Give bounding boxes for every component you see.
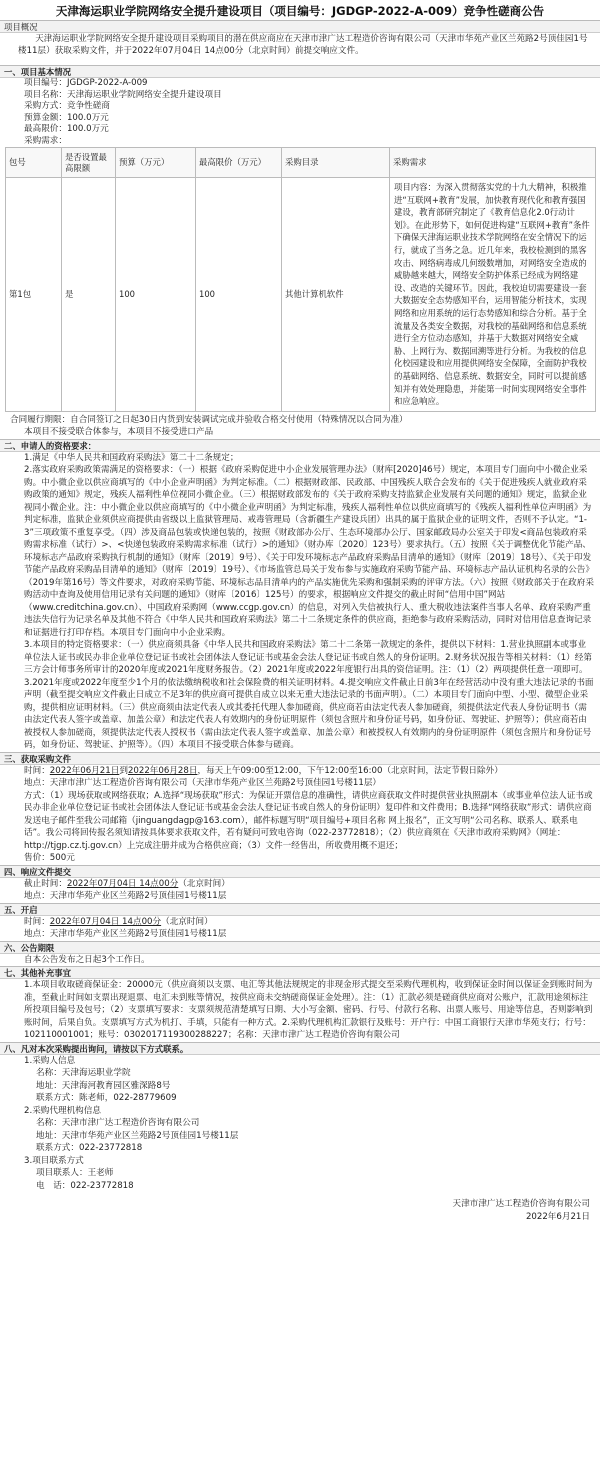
col-header-package: 包号 xyxy=(6,148,62,178)
supplementary-section xyxy=(0,966,600,1042)
notice-period-heading: 六、公告期限 xyxy=(0,942,600,954)
procurement-method: 采购方式：竞争性磋商 xyxy=(24,101,110,111)
overview-section xyxy=(0,20,600,65)
deadline-suffix: （北京时间） xyxy=(178,878,230,889)
col-header-max-price: 最高限价（万元） xyxy=(196,148,282,178)
opening-place: 地点：天津市华苑产业区兰苑路2号顶佳园1号楼11层 xyxy=(24,929,227,940)
basic-info-section xyxy=(0,65,600,439)
obtain-method: 方式：（1）现场获取或网络获取；A.选择“现场获取”形式：为保证开票信息的准确性，请供应商获取文件时提供营业执照副本（或事业单位法人证书或民办非企业单位登记证书或社会团体法人登记证书或基金会法人登记证书或自然人的身份证明）复印件和文件费用；B.选择“网络获取”形式：请供应商发送电子邮件至我公司邮箱（jinguangdagp@163.com），邮件标题写明“项目编号+项目名称 网上报名”，正文写明“公司名称、联系人、联系电话”。我公司将回传报名须知请按具体要求获取文件，若有疑问可致电咨询（022-23772818）；（2）供应商须在《天津市政府采购网》（网址：http://tjgp.cz.tj.gov.cn）上完成注册并成为合格供应商；（3）文件一经售出，所收费用概不退还； xyxy=(24,790,593,851)
submission-section xyxy=(0,865,600,903)
obtain-end-date: 2022年06月28日 xyxy=(127,765,198,776)
purchaser-address: 地址：天津海河教育园区雅深路8号 xyxy=(36,1080,171,1091)
agency-name: 名称：天津市津广达工程造价咨询有限公司 xyxy=(36,1118,200,1129)
contact-section xyxy=(0,1042,600,1193)
opening-time-value: 2022年07月04日 14点00分 xyxy=(49,916,162,927)
obtain-to: 到 xyxy=(119,765,128,776)
purchaser-name: 名称：天津海运职业学院 xyxy=(36,1068,131,1079)
obtain-docs-section xyxy=(0,752,600,865)
overview-heading: 项目概况 xyxy=(0,21,600,33)
consortium-note: 本项目不接受联合体参与，本项目不接受进口产品 xyxy=(24,427,214,438)
agency-contact: 联系方式：022-23772818 xyxy=(36,1143,143,1154)
obtain-price xyxy=(0,852,600,865)
cell-max-price: 100 xyxy=(196,178,282,412)
submission-heading: 四、响应文件提交 xyxy=(0,866,600,878)
project-contact-title: 3.项目联系方式 xyxy=(24,1155,84,1166)
notice-period-text: 自本公告发布之日起3个工作日。 xyxy=(24,954,150,965)
cell-budget: 100 xyxy=(116,178,196,412)
requirements-table xyxy=(5,147,596,412)
cell-limit-set: 是 xyxy=(62,178,116,412)
contact-heading: 八、凡对本次采购提出询问，请按以下方式联系。 xyxy=(0,1043,600,1055)
table-header-row xyxy=(6,148,596,178)
col-header-budget: 预算（万元） xyxy=(116,148,196,178)
deadline-prefix: 截止时间： xyxy=(24,878,67,889)
cell-catalog: 其他计算机软件 xyxy=(282,178,390,412)
deadline-value: 2022年07月04日 14点00分 xyxy=(66,878,179,889)
signature-block xyxy=(0,1198,600,1223)
supplementary-heading: 七、其他补充事宜 xyxy=(0,967,600,979)
max-price: 最高限价：100.0万元 xyxy=(24,124,109,134)
col-header-need: 采购需求 xyxy=(390,148,596,178)
col-header-catalog: 采购目录 xyxy=(282,148,390,178)
contract-period: 合同履行期限：自合同签订之日起30日内货到安装调试完成并验收合格交付使用（特殊情况以合同为准） xyxy=(10,414,408,425)
cell-need: 项目内容：为深入贯彻落实党的十九大精神，积极推进“互联网+教育”发展，加快教育现代化和教育强国建设，教育部研究制定了《教育信息化2.0行动计划》。在此形势下，如何促进构建“互联网+教育”条件下确保天津海运职业技术学院网络在安全情况下的运行，就成了当务之急。近几年来，我校检测到的黑客攻击、网络病毒成几何级数增加，对网络安全造成的威胁越来越大，网络安全防护体系已经成为网络建设、改造的关键环节。因此，我校迫切需要建设一套大数据安全态势感知平台，运用智能分析技术，实现网络和应用系统的运行态势感知和综合分析。基于全流量及各类安全数据，对我校的基础网络和信息系统进行全方位动态感知，并基于大数据对网络安全威胁、上网行为、数据回溯等进行分析。为我校的信息化校园建设和应用提供网络安全保障，全面防护我校的基础网络、信息系统、数据安全，同时可以提前感知并有效处理隐患，并能第一时间实现网络安全事件和应急响应。 xyxy=(390,178,596,412)
notice-period-section xyxy=(0,941,600,967)
agency-address: 地址：天津市华苑产业区兰苑路2号顶佳园1号楼11层 xyxy=(36,1130,239,1141)
project-contact-person: 项目联系人：王老师 xyxy=(36,1168,114,1179)
table-row xyxy=(6,178,596,412)
col-header-limit-set: 是否设置最高限额 xyxy=(62,148,116,178)
obtain-time-prefix: 时间： xyxy=(24,765,50,776)
submission-place: 地点：天津市华苑产业区兰苑路2号顶佳园1号楼11层 xyxy=(24,891,227,902)
opening-heading: 五、开启 xyxy=(0,904,600,916)
signature-org: 天津市津广达工程造价咨询有限公司 xyxy=(452,1199,590,1210)
obtain-start-date: 2022年06月21日 xyxy=(49,765,120,776)
supplementary-text: 1.本项目收取磋商保证金：20000元（供应商须以支票、电汇等其他法规规定的非现金形式提交至采购代理机构，收到保证金时间以保证金到账时间为准，至截止时间如支票出现退票、电汇未到账等情况，按供应商未交纳磋商保证金处理）。注：（1）汇款必须是磋商供应商对公账户，汇款用途须标注所投项目编号及包号；（2）支票填写要求：支票须规范清楚填写日期、大小写金额、密码、行号、付款行名称、出票人账号、用途等信息，否则影响到账时间，后果自负。支票填写方式为机打、手填，只能有一种方式。2.采购代理机构汇款银行及账号：开户行：中国工商银行天津市华苑支行；行号：102110001001；账号：0302017119300288227；名称：天津市津广达工程造价咨询有限公司 xyxy=(24,980,593,1041)
opening-time xyxy=(0,916,600,929)
project-number: 项目编号：JGDGP-2022-A-009 xyxy=(24,78,148,88)
budget-amount: 预算金额：100.0万元 xyxy=(24,112,109,123)
opening-time-suffix: （北京时间） xyxy=(161,916,213,927)
basic-info-heading: 一、项目基本情况 xyxy=(0,66,600,78)
page-title: 天津海运职业学院网络安全提升建设项目（项目编号：JGDGP-2022-A-009）竞争性磋商公告 xyxy=(55,4,545,18)
purchaser-contact: 联系方式：陈老师，022-28779609 xyxy=(36,1093,177,1104)
qualification-p3: 3.本项目的特定资格要求：（一）供应商须具备《中华人民共和国政府采购法》第二十二条第一款规定的条件，提供以下材料：1.营业执照副本或事业单位法人证书或民办非企业单位登记证书或社会团体法人登记证书或基金会法人登记证书或自然人的身份证明。2.财务状况报告等相关材料：（1）经第三方会计师事务所审计的2020年度或2021年度财务报告。（2）2021年度或2022年度银行出具的资信证明。注：（1）（2）两项提供任意一项即可。3.2021年度或2022年度至少1个月的依法缴纳税收和社会保险费的相关证明材料。4.提交响应文件截止日前3年在经营活动中没有重大违法记录的书面声明（截至提交响应文件截止日成立不足3年的供应商可提供自成立以来无重大违法记录的书面声明）。（二）本项目专门面向中型、小型、微型企业采购，提供相应证明材料。（三）供应商须由法定代表人或其委托代理人参加磋商，供应商若由法定代表人参加磋商，须提供法定代表人身份证明书（需由法定代表人签字或盖章、加盖公章）和法定代表人有效期内的身份证明原件（须包含照片和身份证号码，如身份证、驾驶证、护照等）；供应商若由被授权人参加磋商，须提供法定代表人授权书（需由法定代表人签字或盖章、加盖公章）和被授权人有效期内的身份证明原件（须包含照片和身份证号码，如身份证、驾驶证、护照等）。（四）本项目不接受联合体参与磋商。 xyxy=(24,640,594,751)
qualification-heading: 二、申请人的资格要求： xyxy=(0,440,600,452)
submission-deadline xyxy=(0,878,600,891)
agency-title: 2.采购代理机构信息 xyxy=(24,1105,101,1116)
price-value: 500元 xyxy=(49,853,75,864)
signature-date: 2022年6月21日 xyxy=(525,1211,590,1222)
qualification-section xyxy=(0,439,600,752)
obtain-time-suffix: ，每天上午09:00至12:00，下午12:00至16:00（北京时间，法定节假日除外） xyxy=(197,765,503,776)
qualification-p2: 2.落实政府采购政策需满足的资格要求：（一）根据《政府采购促进中小企业发展管理办法》（财库[2020]46号）规定，本项目专门面向中小微企业采购。中小微企业以供应商填写的《中小企业声明函》为判定标准。（二）根据财政部、民政部、中国残疾人联合会发布的《关于促进残疾人就业政府采购政策的通知》规定，残疾人福利性单位视同小微企业。（三）根据财政部发布的《关于政府采购支持监狱企业发展有关问题的通知》规定，监狱企业视同小微企业。注：中小微企业以供应商填写的《中小微企业声明函》为判定标准，残疾人福利性单位以供应商填写的《残疾人福利性单位声明函》为判定标准，监狱企业须供应商提供由省级以上监狱管理局、戒毒管理局（含新疆生产建设兵团）出具的属于监狱企业的证明文件，否则不予认定。“1-3”三项政策不重复享受。（四）涉及商品包装或快递包装的，按照《财政部办公厅、生态环境部办公厅、国家邮政局办公室关于印发<商品包装政府采购需求标准（试行）>、<快递包装政府采购需求标准（试行）>的通知》（财办库〔2020〕123号）要求执行。（五）按照《关于调整优化节能产品、环境标志产品政府采购执行机制的通知》（财库〔2019〕9号）、《关于印发环境标志产品政府采购品目清单的通知》（财库〔2019〕18号）、《关于印发节能产品政府采购品目清单的通知》（财库〔2019〕19号）、《市场监管总局关于发布参与实施政府采购节能产品、环境标志产品认证机构名录的公告》（2019年第16号）等文件要求，对政府采购节能、环境标志品目清单内的产品实施优先采购和强制采购的评审方法。（六）按照《财政部关于在政府采购活动中查询及使用信用记录有关问题的通知》（财库〔2016〕125号）的要求，根据响应文件提交的截止时间“信用中国”网站（www.creditchina.gov.cn）、中国政府采购网（www.ccgp.gov.cn）的信息，对列入失信被执行人、重大税收违法案件当事人名单、政府采购严重违法失信行为记录名单及其他不符合《中华人民共和国政府采购法》第二十二条规定条件的供应商，拒绝参与政府采购活动，同时对信用信息查询记录和证据进行打印存档。本项目专门面向中小企业采购。 xyxy=(24,465,594,638)
requirements-label: 采购需求： xyxy=(24,135,67,146)
obtain-place: 地点：天津市津广达工程造价咨询有限公司（天津市华苑产业区兰苑路2号顶佳园1号楼11层） xyxy=(24,778,382,789)
opening-time-prefix: 时间： xyxy=(24,916,50,927)
opening-section xyxy=(0,903,600,941)
qualification-p1: 1.满足《中华人民共和国政府采购法》第二十二条规定； xyxy=(24,452,239,463)
project-name: 项目名称：天津海运职业学院网络安全提升建设项目 xyxy=(24,89,222,100)
overview-text: 天津海运职业学院网络安全提升建设项目采购项目的潜在供应商应在天津市津广达工程造价咨询有限公司（天津市华苑产业区兰苑路2号顶佳园1号楼11层）获取采购文件，并于2022年07月04日 14点00分（北京时间）前提交响应文件。 xyxy=(18,34,588,56)
purchaser-title: 1.采购人信息 xyxy=(24,1055,76,1066)
project-contact-phone: 电 话：022-23772818 xyxy=(36,1180,134,1191)
price-label: 售价： xyxy=(24,853,50,864)
cell-package: 第1包 xyxy=(6,178,62,412)
obtain-docs-heading: 三、获取采购文件 xyxy=(0,753,600,765)
obtain-time xyxy=(0,765,600,778)
